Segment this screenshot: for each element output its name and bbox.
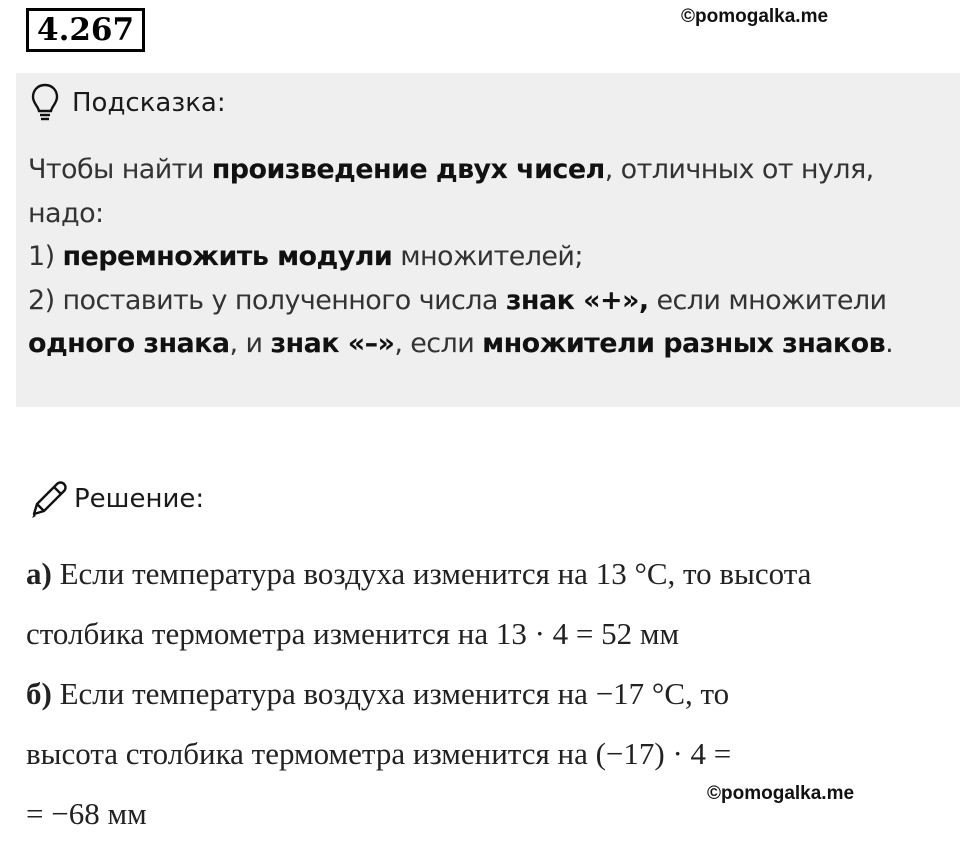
pencil-icon <box>28 478 68 520</box>
solution-b-line-1: б) Если температура воздуха изменится на −17 °С, то <box>26 676 730 711</box>
hint-line-4: 2) поставить у полученного числа знак «+», если множители <box>28 284 887 316</box>
hint-line-3: 1) перемножить модули множителей; <box>28 241 583 272</box>
solution-a-line-1: а) Если температура воздуха изменится на 13 °С, то высота <box>26 556 812 591</box>
hint-line-5: одного знака, и знак «–», если множители разных знаков. <box>28 328 894 359</box>
hint-line-1: Чтобы найти произведение двух чисел, отличных от нуля, <box>28 154 874 185</box>
hint-title: Подсказка: <box>72 88 226 118</box>
watermark-bottom: ©pomogalka.me <box>707 783 855 804</box>
lightbulb-icon <box>30 82 60 122</box>
solution-title: Решение: <box>74 484 205 514</box>
solution-b-line-2: высота столбика термометра изменится на (−17) · 4 = <box>26 736 732 771</box>
solution-b-line-3: = −68 мм <box>26 796 147 831</box>
hint-text <box>28 148 948 366</box>
task-number: 4.267 <box>26 8 145 52</box>
watermark-top: ©pomogalka.me <box>681 6 829 27</box>
solution-a-line-2: столбика термометра изменится на 13 · 4 = 52 мм <box>26 616 680 651</box>
hint-line-2: надо: <box>28 197 104 229</box>
